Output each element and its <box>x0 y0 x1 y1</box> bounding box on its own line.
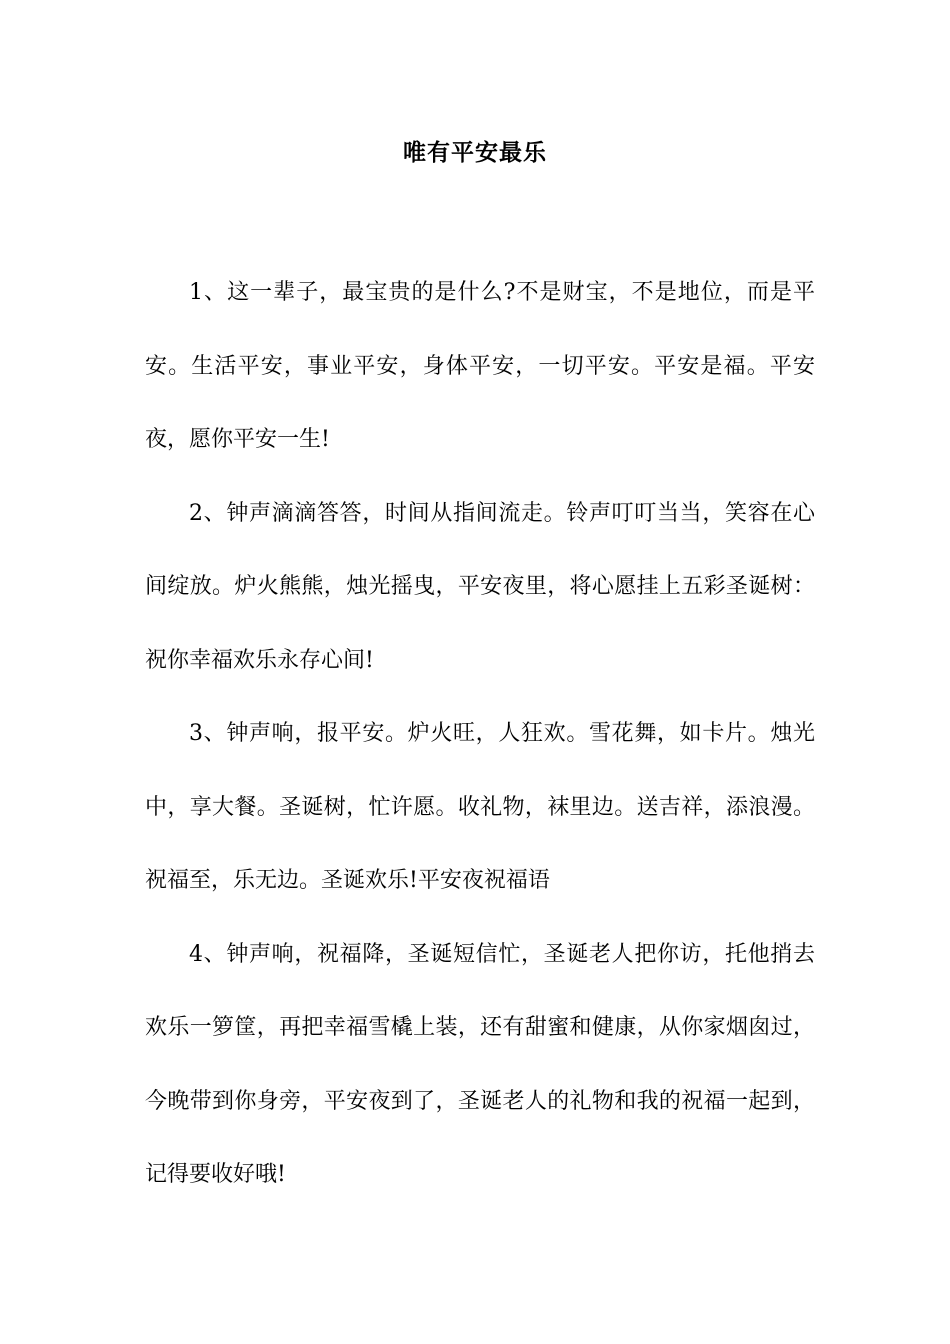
paragraph-2: 2、钟声滴滴答答，时间从指间流走。铃声叮叮当当，笑容在心间绽放。炉火熊熊，烛光摇曳，平安夜里，将心愿挂上五彩圣诞树：祝你幸福欢乐永存心间! <box>145 500 815 673</box>
document-body <box>145 256 815 1212</box>
paragraph-3: 3、钟声响，报平安。炉火旺，人狂欢。雪花舞，如卡片。烛光中，享大餐。圣诞树，忙许愿。收礼物，袜里边。送吉祥，添浪漫。祝福至，乐无边。圣诞欢乐!平安夜祝福语 <box>145 721 815 893</box>
paragraph-1: 1、这一辈子，最宝贵的是什么?不是财宝，不是地位，而是平安。生活平安，事业平安，身体平安，一切平安。平安是福。平安夜，愿你平安一生! <box>145 280 815 452</box>
page-title: 唯有平安最乐 <box>403 139 547 166</box>
paragraph-4: 4、钟声响，祝福降，圣诞短信忙，圣诞老人把你访，托他捎去欢乐一箩筐，再把幸福雪橇上装，还有甜蜜和健康，从你家烟囱过，今晚带到你身旁，平安夜到了，圣诞老人的礼物和我的祝福一起到，记得要收好哦! <box>145 941 815 1187</box>
